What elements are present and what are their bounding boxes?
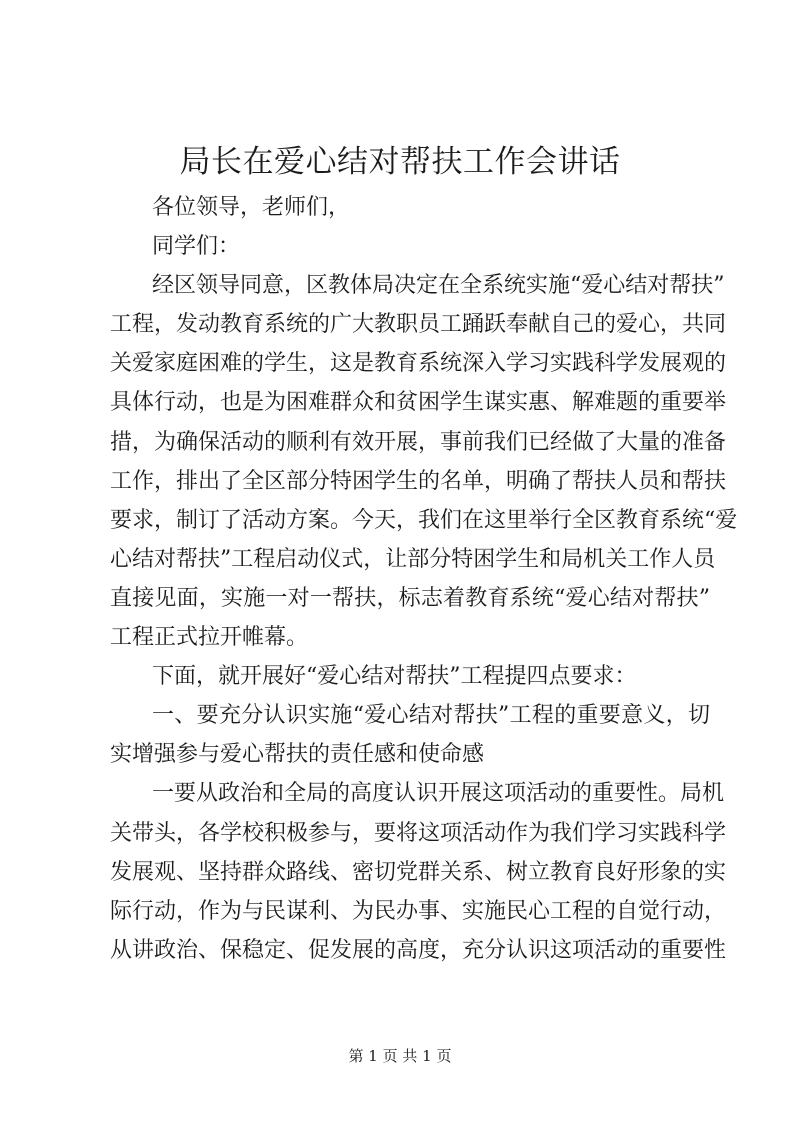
paragraph-line: 直接见面，实施一对一帮扶，标志着教育系统“爱心结对帮扶” — [110, 585, 710, 611]
section-heading-line: 一、要充分认识实施“爱心结对帮扶”工程的重要意义，切 — [152, 703, 710, 729]
paragraph-line: 工程正式拉开帷幕。 — [110, 625, 309, 651]
paragraph-line: 工作，排出了全区部分特困学生的名单，明确了帮扶人员和帮扶 — [110, 468, 727, 494]
paragraph-line: 工程，发动教育系统的广大教职员工踊跃奉献自己的爱心，共同 — [110, 312, 727, 338]
section-heading-line: 实增强参与爱心帮扶的责任感和使命感 — [110, 742, 485, 768]
paragraph-line: 要求，制订了活动方案。今天，我们在这里举行全区教育系统“爱 — [110, 507, 738, 533]
paragraph-line: 从讲政治、保稳定、促发展的高度，充分认识这项活动的重要性 — [110, 937, 727, 963]
paragraph-line: 具体行动，也是为困难群众和贫困学生谋实惠、解难题的重要举 — [110, 390, 727, 416]
page-number-footer: 第 1 页 共 1 页 — [348, 1047, 452, 1065]
paragraph-line: 一要从政治和全局的高度认识开展这项活动的重要性。局机 — [152, 781, 725, 807]
salutation-line: 各位领导，老师们， — [152, 195, 351, 220]
salutation-line: 同学们： — [152, 234, 241, 260]
paragraph-line: 下面，就开展好“爱心结对帮扶”工程提四点要求： — [152, 664, 637, 690]
paragraph-line: 际行动，作为与民谋利、为民办事、实施民心工程的自觉行动， — [110, 898, 727, 924]
paragraph-line: 关爱家庭困难的学生，这是教育系统深入学习实践科学发展观的 — [110, 351, 727, 377]
paragraph-line: 关带头，各学校积极参与，要将这项活动作为我们学习实践科学 — [110, 820, 727, 846]
paragraph-line: 经区领导同意，区教体局决定在全系统实施“爱心结对帮扶” — [152, 273, 725, 299]
document-title: 局长在爱心结对帮扶工作会讲话 — [179, 144, 621, 180]
paragraph-line: 措，为确保活动的顺利有效开展，事前我们已经做了大量的准备 — [110, 429, 727, 455]
document-body — [110, 188, 738, 970]
paragraph-line: 发展观、坚持群众路线、密切党群关系、树立教育良好形象的实 — [110, 859, 727, 885]
paragraph-line: 心结对帮扶”工程启动仪式，让部分特困学生和局机关工作人员 — [110, 546, 716, 572]
